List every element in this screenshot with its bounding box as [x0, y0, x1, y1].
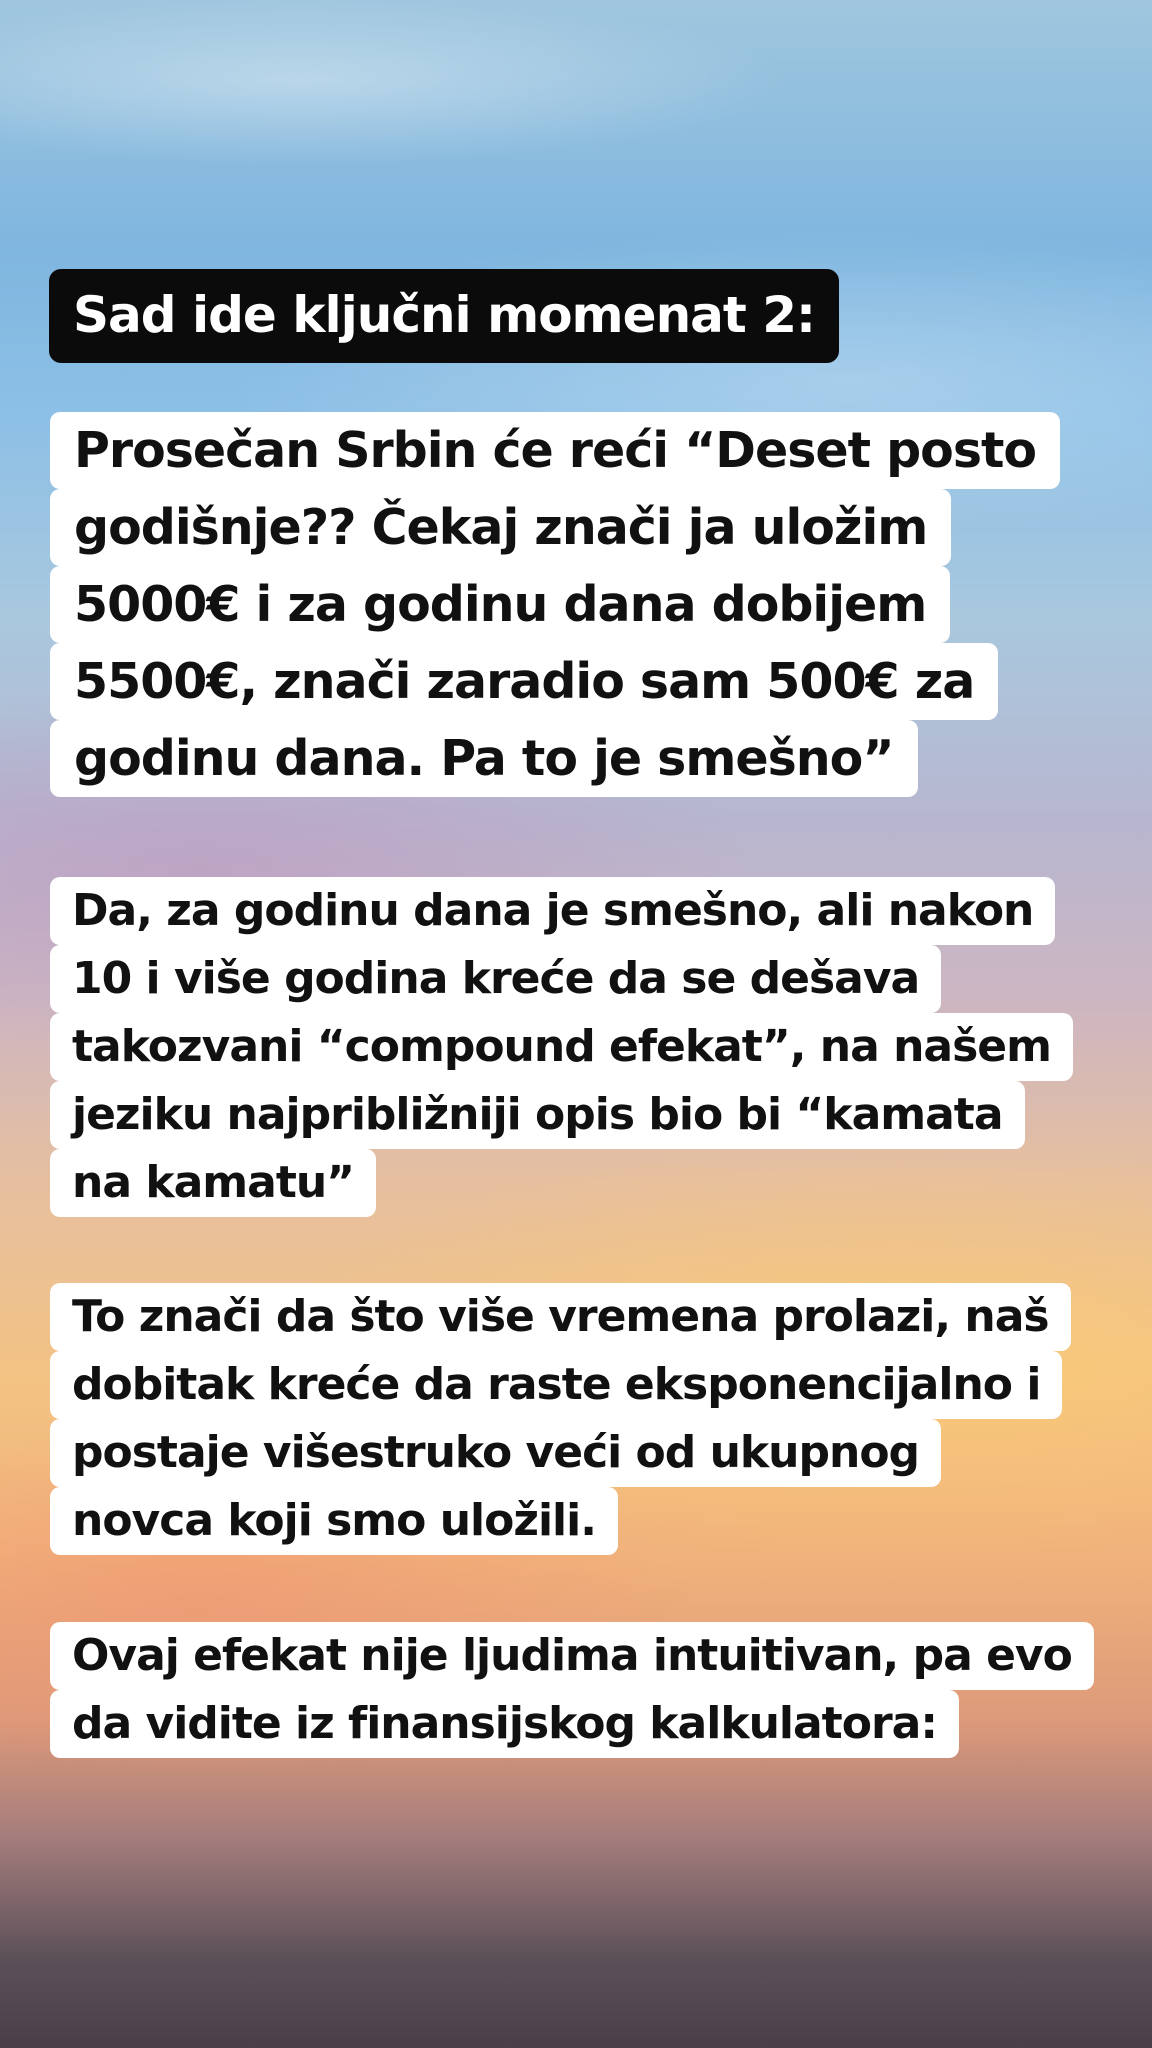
text-line: postaje višestruko veći od ukupnog — [50, 1419, 941, 1487]
text-block-2 — [50, 877, 1073, 1217]
text-block-3 — [50, 1283, 1071, 1555]
text-line: takozvani “compound efekat”, na našem — [50, 1013, 1073, 1081]
text-line: Da, za godinu dana je smešno, ali nakon — [50, 877, 1055, 945]
text-line: Ovaj efekat nije ljudima intuitivan, pa evo — [50, 1622, 1094, 1690]
text-line: godinu dana. Pa to je smešno” — [50, 720, 918, 797]
text-block-1 — [50, 412, 1060, 797]
text-block-4 — [50, 1622, 1094, 1758]
text-line: 5000€ i za godinu dana dobijem — [50, 566, 950, 643]
text-line: godišnje?? Čekaj znači ja uložim — [50, 489, 951, 566]
text-line: novca koji smo uložili. — [50, 1487, 618, 1555]
text-line: na kamatu” — [50, 1149, 376, 1217]
story-heading: Sad ide ključni momenat 2: — [49, 269, 839, 363]
text-line: jeziku najpribližniji opis bio bi “kamata — [50, 1081, 1025, 1149]
text-line: Prosečan Srbin će reći “Deset posto — [50, 412, 1060, 489]
text-line: da vidite iz finansijskog kalkulatora: — [50, 1690, 959, 1758]
text-line: To znači da što više vremena prolazi, naš — [50, 1283, 1071, 1351]
text-line: 5500€, znači zaradio sam 500€ za — [50, 643, 998, 720]
text-line: 10 i više godina kreće da se dešava — [50, 945, 941, 1013]
text-line: dobitak kreće da raste eksponencijalno i — [50, 1351, 1062, 1419]
